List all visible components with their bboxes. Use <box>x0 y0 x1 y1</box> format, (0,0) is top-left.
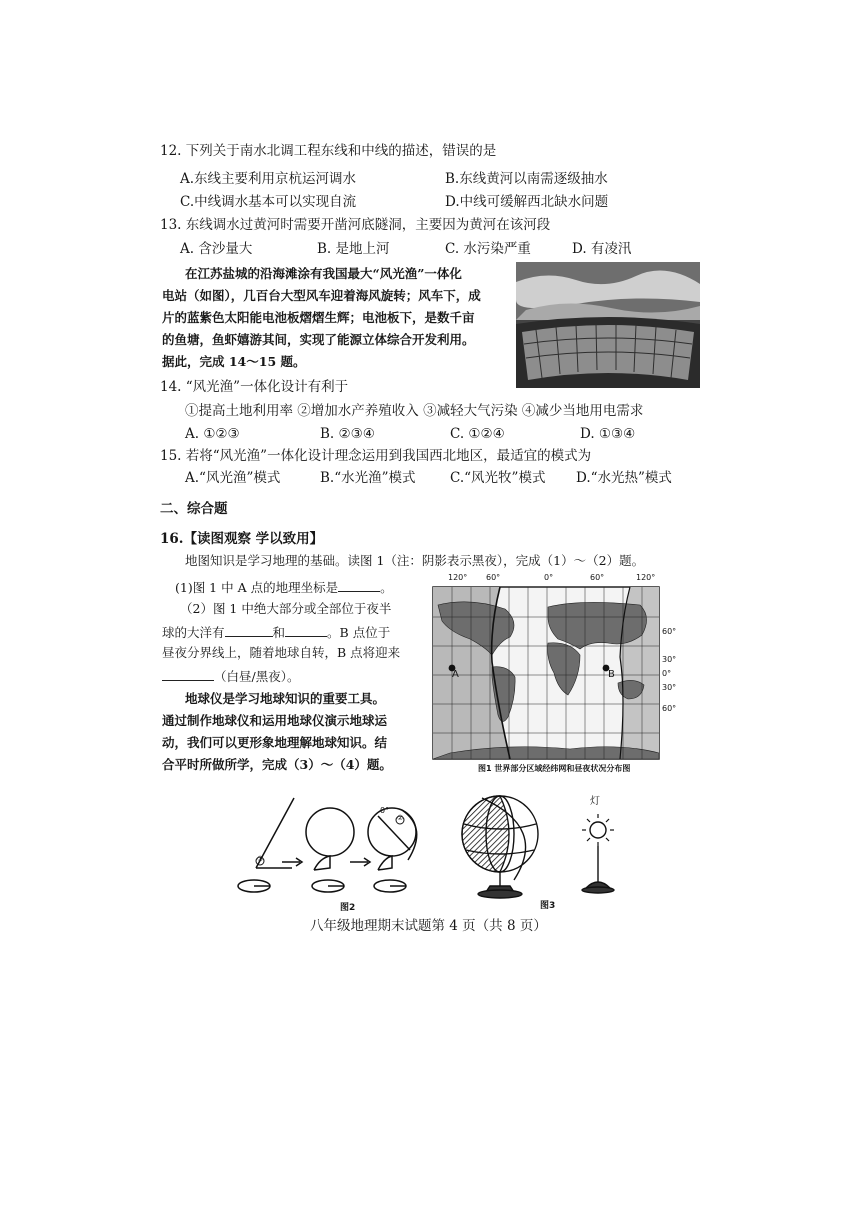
figure1 <box>430 573 700 777</box>
q15-option-d: D.“水光热”模式 <box>576 470 672 486</box>
zero-degree-label: 0° <box>380 806 390 815</box>
q16-sub2-b-point: 。B 点位于 <box>327 625 391 640</box>
q13-option-d: D. 有凌汛 <box>572 241 632 257</box>
q16-globe-intro-1: 地球仪是学习地球知识的重要工具。 <box>185 691 386 706</box>
section-title: 二、综合题 <box>160 501 228 517</box>
q13-option-a: A. 含沙量大 <box>180 241 253 257</box>
lon-label-5: 120° <box>636 573 656 582</box>
q12-option-b: B.东线黄河以南需逐级抽水 <box>445 171 608 187</box>
q14-stem: 14. “风光渔”一体化设计有利于 <box>160 379 349 395</box>
lon-label-2: 60° <box>486 573 501 582</box>
q12-option-a: A.东线主要利用京杭运河调水 <box>180 171 357 187</box>
q14-option-b: B. ②③④ <box>320 426 375 442</box>
q15-option-a: A.“风光渔”模式 <box>185 470 281 486</box>
step-1-label: ① <box>257 855 264 863</box>
figure1-caption: 图1 世界部分区域经纬网和昼夜状况分布图 <box>478 764 631 773</box>
lamp-label: 灯 <box>590 796 600 807</box>
q15-stem: 15. 若将“风光渔”一体化设计理念运用到我国西北地区，最适宜的模式为 <box>160 448 592 464</box>
world-map <box>430 577 700 777</box>
q13-option-c: C. 水污染严重 <box>445 241 531 257</box>
passage-line-1: 在江苏盐城的沿海滩涂有我国最大“风光渔”一体化 <box>185 266 462 281</box>
q16-sub2-line2 <box>162 622 390 642</box>
lon-label-3: 0° <box>544 573 554 582</box>
answer-blank-4[interactable] <box>162 666 214 681</box>
q16-sub2-and: 和 <box>272 625 286 640</box>
answer-blank-2[interactable] <box>225 622 273 637</box>
q16-sub2-line3: 昼夜分界线上，随着地球自转，B 点将迎来 <box>162 645 401 660</box>
figure3-caption: 图3 <box>540 901 556 911</box>
figure2 <box>232 788 432 916</box>
lat-label-5: 60° <box>662 704 677 713</box>
passage-line-4: 的鱼塘，鱼虾嬉游其间，实现了能源立体综合开发利用。 <box>162 332 475 347</box>
q16-globe-intro-3: 动，我们可以更形象地理解地球知识。结 <box>162 735 388 750</box>
q16-sub2-line1: （2）图 1 中绝大部分或全部位于夜半 <box>180 601 392 616</box>
q13-option-b: B. 是地上河 <box>317 241 390 257</box>
q14-items: ①提高土地利用率 ②增加水产养殖收入 ③减轻大气污染 ④减少当地用电需求 <box>185 403 644 419</box>
q12-option-c: C.中线调水基本可以实现自流 <box>180 194 357 210</box>
passage-line-2: 电站（如图），几百台大型风车迎着海风旋转；风车下，成 <box>162 288 481 303</box>
point-a-label: A <box>452 669 459 680</box>
lon-label-1: 120° <box>448 573 468 582</box>
q16-globe-intro-2: 通过制作地球仪和运用地球仪演示地球运 <box>162 713 388 728</box>
q16-sub2-oceans-label: 球的大洋有 <box>162 625 225 640</box>
lat-label-4: 30° <box>662 683 677 692</box>
lon-label-4: 60° <box>590 573 605 582</box>
lat-label-2: 30° <box>662 655 677 664</box>
step-2-label: ② <box>397 814 404 822</box>
q16-globe-intro-4: 合平时所做所学，完成（3）～（4）题。 <box>162 757 392 772</box>
q16-title: 16.【读图观察 学以致用】 <box>160 531 324 547</box>
answer-blank-3[interactable] <box>285 622 327 637</box>
passage-line-3: 片的蓝紫色太阳能电池板熠熠生辉；电池板下，是数千亩 <box>162 310 475 325</box>
q16-sub1-end: 。 <box>380 580 393 595</box>
q12-option-d: D.中线可缓解西北缺水问题 <box>445 194 609 210</box>
globe-lamp-diagram <box>458 788 638 900</box>
lat-label-1: 60° <box>662 627 677 636</box>
page-footer: 八年级地理期末试题第 4 页（共 8 页） <box>310 918 547 934</box>
q16-sub2-choice: （白昼/黑夜）。 <box>214 669 300 684</box>
q14-option-d: D. ①③④ <box>580 426 636 442</box>
figure2-caption: 图2 <box>340 903 356 913</box>
q12-stem: 12. 下列关于南水北调工程东线和中线的描述，错误的是 <box>160 143 497 159</box>
point-b-label: B <box>608 669 615 680</box>
q16-sub1-text: (1)图 1 中 A 点的地理坐标是 <box>175 580 339 595</box>
q14-option-a: A. ①②③ <box>185 426 240 442</box>
lat-label-3: 0° <box>662 669 672 678</box>
globe-making-diagram <box>232 788 432 898</box>
q13-stem: 13. 东线调水过黄河时需要开凿河底隧洞，主要因为黄河在该河段 <box>160 217 551 233</box>
wind-solar-fishery-photo <box>516 262 700 388</box>
figure3 <box>458 788 638 916</box>
q15-option-c: C.“风光牧”模式 <box>450 470 546 486</box>
q16-sub1 <box>175 577 393 597</box>
passage-line-5: 据此，完成 14～15 题。 <box>162 354 306 369</box>
q16-sub2-line4 <box>162 666 299 686</box>
answer-blank-1[interactable] <box>338 577 380 592</box>
q15-option-b: B.“水光渔”模式 <box>320 470 416 486</box>
q16-intro: 地图知识是学习地理的基础。读图 1（注：阴影表示黑夜），完成（1）～（2）题。 <box>185 553 645 568</box>
q14-option-c: C. ①②④ <box>450 426 505 442</box>
